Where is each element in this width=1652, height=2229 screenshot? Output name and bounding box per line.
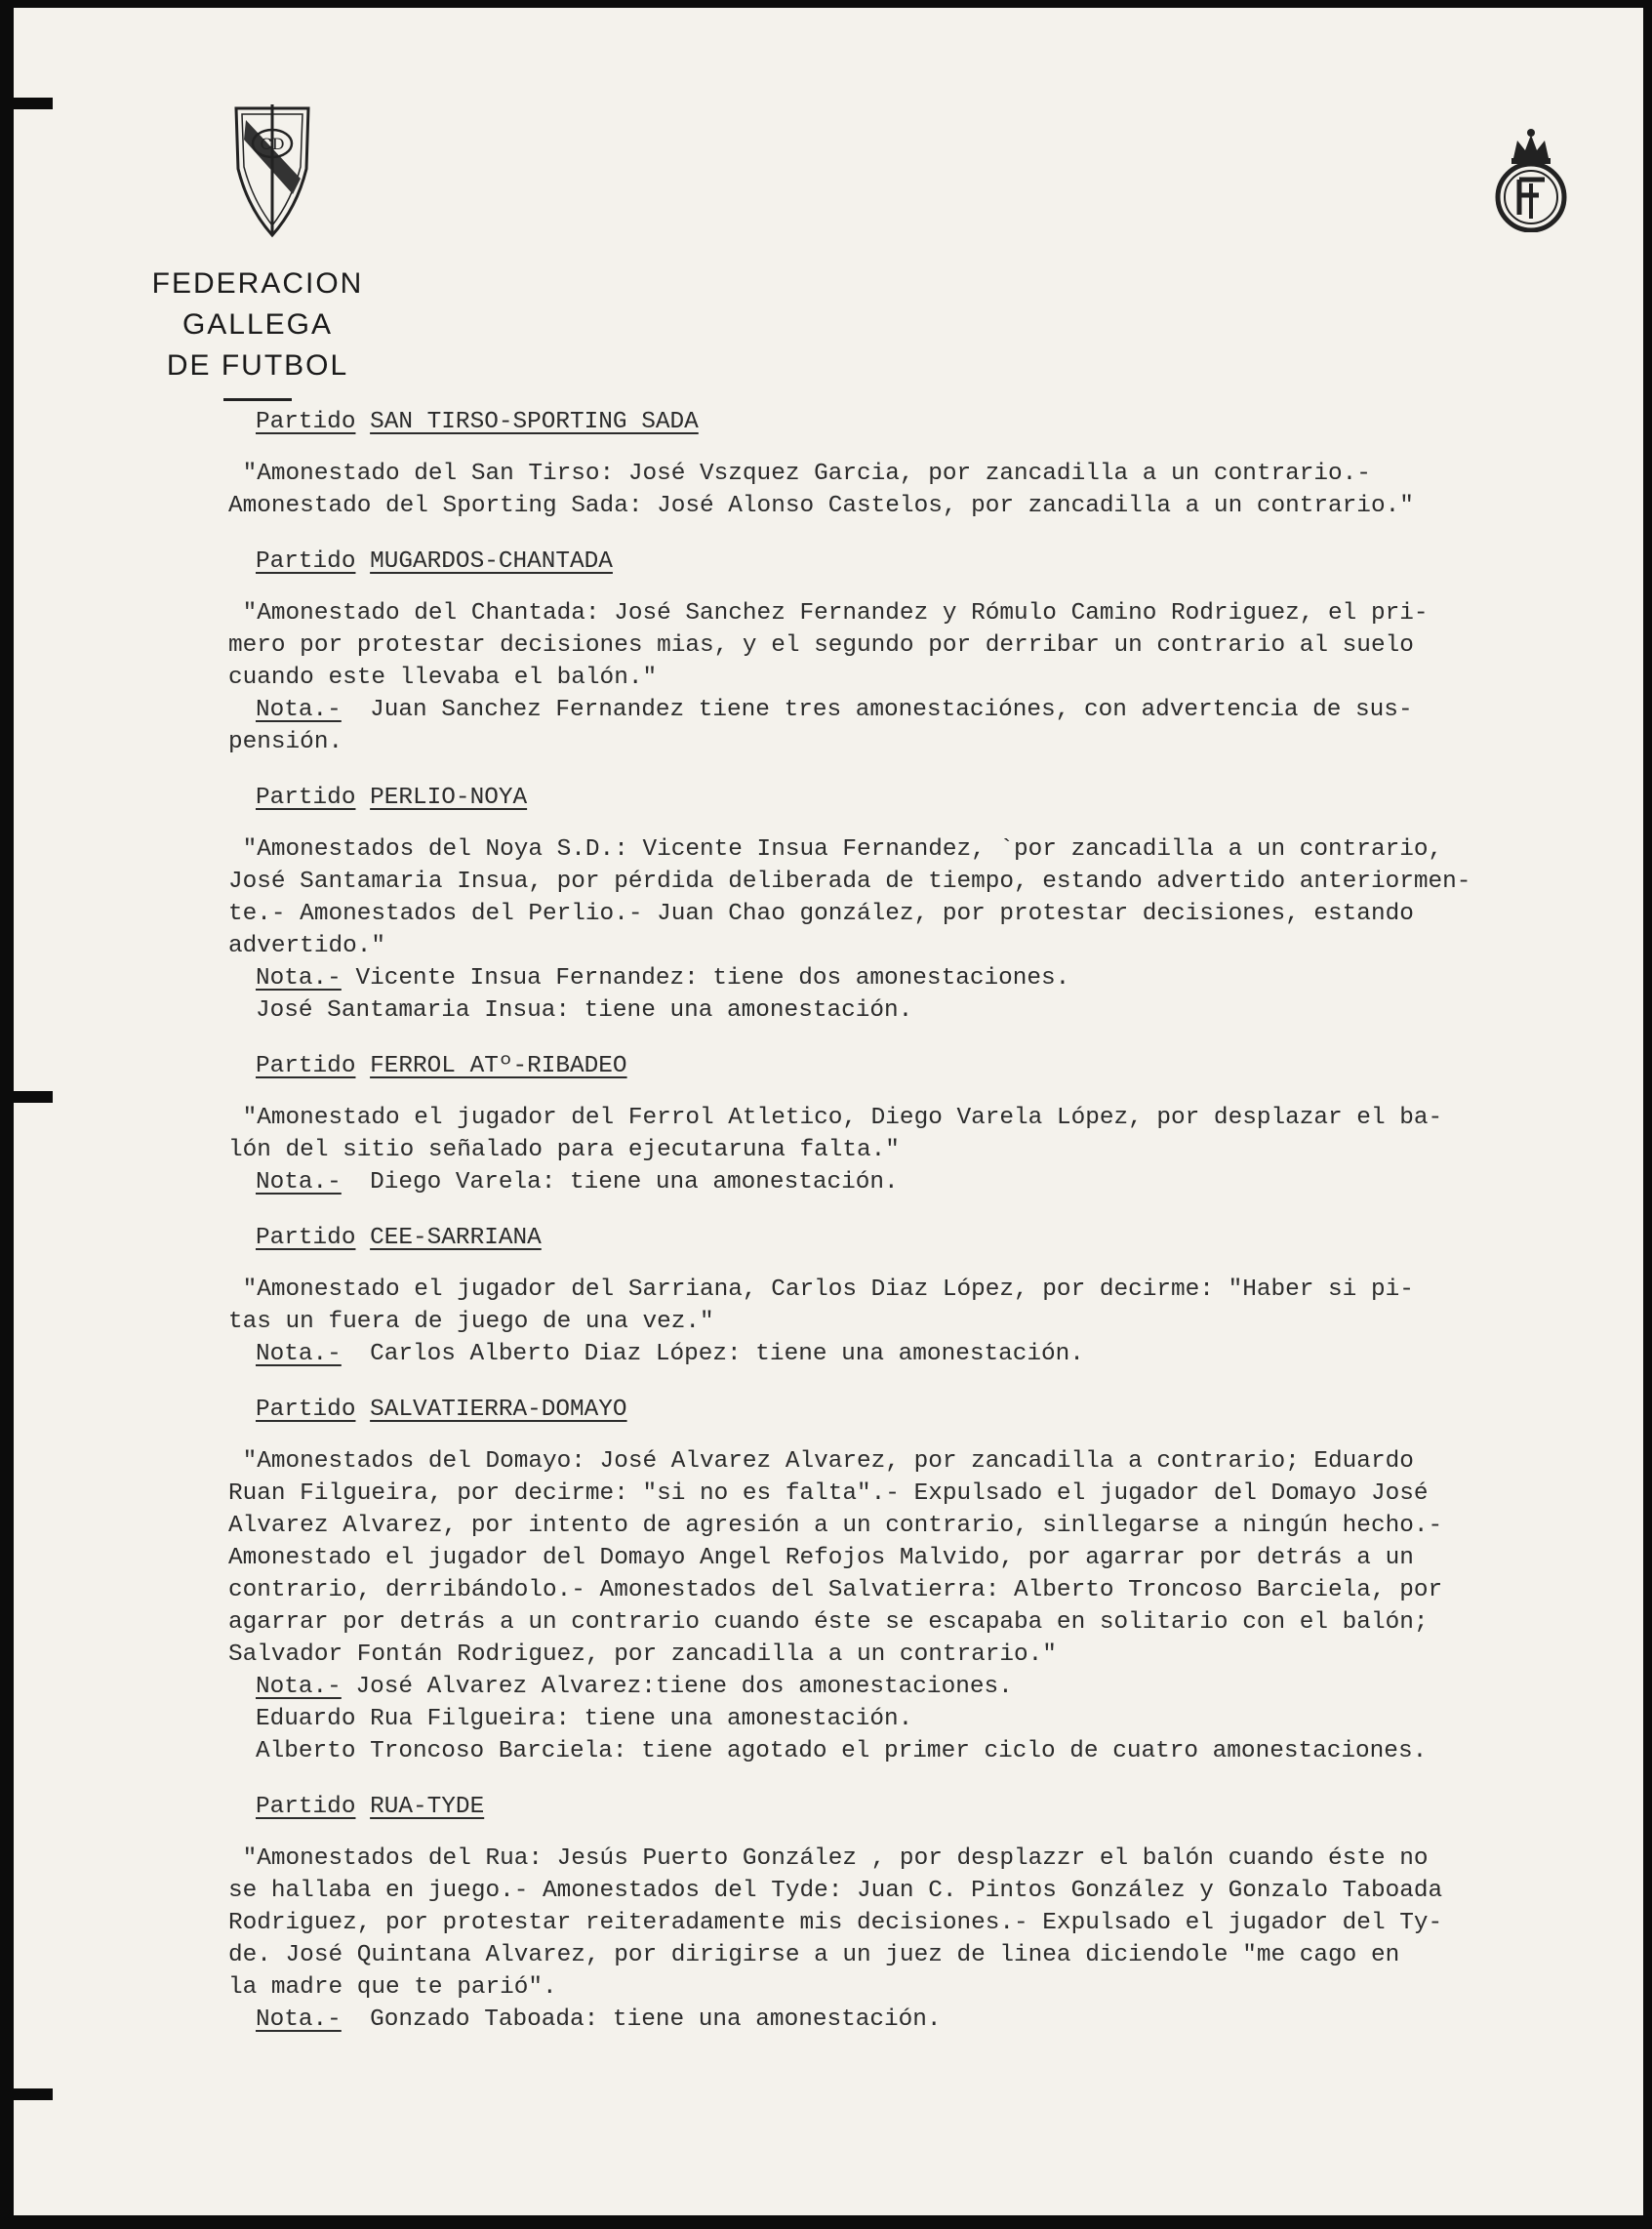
report-text-line: agarrar por detrás a un contrario cuando éste se escapaba en solitario con el balón; [228, 1609, 1429, 1636]
report-text-line: se hallaba en juego.- Amonestados del Tyde: Juan C. Pintos González y Gonzalo Taboada [228, 1878, 1443, 1904]
report-text-line: Amonestado del Sporting Sada: José Alonso Castelos, por zancadilla a un contrario." [228, 493, 1414, 519]
note-label: Nota.- [256, 1169, 342, 1196]
report-text-line: mero por protestar decisiones mias, y el segundo por derribar un contrario al suelo [228, 632, 1414, 659]
note-text: Diego Varela: tiene una amonestación. [341, 1169, 899, 1196]
match-heading-teams: MUGARDOS-CHANTADA [370, 548, 613, 575]
report-text-line: Ruan Filgueira, por decirme: "si no es falta".- Expulsado el jugador del Domayo José [228, 1480, 1429, 1507]
report-text-line: "Amonestado el jugador del Ferrol Atletico, Diego Varela López, por desplazar el ba- [228, 1105, 1443, 1131]
note-text: Juan Sanchez Fernandez tiene tres amonestaciónes, con advertencia de sus- [341, 697, 1413, 723]
report-text-line: José Santamaria Insua, por pérdida deliberada de tiempo, estando advertido anteriormen- [228, 869, 1471, 895]
federation-title-line2: DE FUTBOL [166, 349, 349, 382]
note-text: Vicente Insua Fernandez: tiene dos amonestaciones. [341, 965, 1070, 992]
svg-text:CD: CD [260, 135, 285, 153]
note-line [228, 694, 1633, 726]
note-label: Nota.- [256, 1674, 342, 1700]
match-heading-label: Partido [256, 1225, 356, 1251]
note-label: Nota.- [256, 697, 342, 723]
match-heading [228, 1050, 1633, 1082]
match-heading-teams: FERROL ATº-RIBADEO [370, 1053, 627, 1079]
federation-title [72, 263, 443, 401]
match-heading-label: Partido [256, 1794, 356, 1820]
report-text-line: "Amonestado el jugador del Sarriana, Carlos Diaz López, por decirme: "Haber si pi- [228, 1277, 1414, 1303]
match-heading-label: Partido [256, 1397, 356, 1423]
match-heading-teams: RUA-TYDE [370, 1794, 485, 1820]
note-line [228, 994, 1633, 1027]
report-text-line: de. José Quintana Alvarez, por dirigirse a un juez de linea diciendole "me cago en [228, 1942, 1400, 1968]
match-heading-label: Partido [256, 785, 356, 811]
binder-hole-bottom [14, 2088, 53, 2100]
report-text-line: advertido." [228, 933, 386, 959]
report-text-line: Salvador Fontán Rodriguez, por zancadilla a un contrario." [228, 1641, 1057, 1668]
shield-crest-icon [228, 101, 316, 242]
note-text: Gonzado Taboada: tiene una amonestación. [341, 2006, 942, 2033]
note-line [228, 726, 1633, 758]
note-label: Nota.- [256, 2006, 342, 2033]
match-heading-teams: PERLIO-NOYA [370, 785, 528, 811]
match-heading-label: Partido [256, 1053, 356, 1079]
report-text-line: la madre que te parió". [228, 1974, 557, 2001]
match-heading [228, 546, 1633, 578]
match-heading [228, 1222, 1633, 1254]
note-text: José Alvarez Alvarez:tiene dos amonestaciones. [341, 1674, 1013, 1700]
report-text-line: "Amonestados del Noya S.D.: Vicente Insua Fernandez, `por zancadilla a un contrario, [228, 836, 1443, 863]
note-text: Alberto Troncoso Barciela: tiene agotado el primer ciclo de cuatro amonestaciones. [256, 1738, 1428, 1764]
federation-title-line1: FEDERACION GALLEGA [151, 267, 364, 341]
note-label: Nota.- [256, 965, 342, 992]
match-heading [228, 782, 1633, 814]
binder-hole-top [14, 98, 53, 109]
report-text-line: contrario, derribándolo.- Amonestados del Salvatierra: Alberto Troncoso Barciela, por [228, 1577, 1443, 1603]
title-underline [223, 398, 292, 401]
report-text-line: "Amonestados del Domayo: José Alvarez Alvarez, por zancadilla a contrario; Eduardo [228, 1448, 1414, 1475]
match-heading [228, 1394, 1633, 1426]
note-text: Carlos Alberto Diaz López: tiene una amonestación. [341, 1341, 1084, 1367]
match-heading-teams: CEE-SARRIANA [370, 1225, 542, 1251]
report-text-line: "Amonestado del San Tirso: José Vszquez Garcia, por zancadilla a un contrario.- [228, 461, 1371, 487]
referee-report-body [228, 406, 1633, 2036]
report-text-line: lón del sitio señalado para ejecutaruna falta." [228, 1137, 900, 1163]
match-heading [228, 1791, 1633, 1823]
note-line [228, 1735, 1633, 1767]
report-text-line: tas un fuera de juego de una vez." [228, 1309, 714, 1335]
match-heading-label: Partido [256, 409, 356, 435]
binder-hole-middle [14, 1091, 53, 1103]
match-heading-teams: SALVATIERRA-DOMAYO [370, 1397, 627, 1423]
report-text-line: te.- Amonestados del Perlio.- Juan Chao gonzález, por protestar decisiones, estando [228, 901, 1414, 927]
note-line [228, 962, 1633, 994]
note-line [228, 1166, 1633, 1198]
note-line [228, 2004, 1633, 2036]
note-text: pensión. [228, 729, 343, 755]
match-heading [228, 406, 1633, 438]
note-text: Eduardo Rua Filgueira: tiene una amonestación. [256, 1706, 913, 1732]
report-text-line: Rodriguez, por protestar reiteradamente mis decisiones.- Expulsado el jugador del Ty- [228, 1910, 1443, 1936]
report-text-line: cuando este llevaba el balón." [228, 665, 658, 691]
crowned-rfef-emblem-icon [1492, 125, 1570, 232]
match-heading-label: Partido [256, 548, 356, 575]
report-text-line: "Amonestado del Chantada: José Sanchez Fernandez y Rómulo Camino Rodriguez, el pri- [228, 600, 1429, 627]
note-line [228, 1338, 1633, 1370]
note-line [228, 1671, 1633, 1703]
note-text: José Santamaria Insua: tiene una amonestación. [256, 997, 913, 1024]
note-line [228, 1703, 1633, 1735]
note-label: Nota.- [256, 1341, 342, 1367]
report-text-line: Amonestado el jugador del Domayo Angel Refojos Malvido, por agarrar por detrás a un [228, 1545, 1414, 1571]
report-text-line: Alvarez Alvarez, por intento de agresión a un contrario, sinllegarse a ningún hecho.- [228, 1513, 1443, 1539]
match-heading-teams: SAN TIRSO-SPORTING SADA [370, 409, 699, 435]
document-page [14, 8, 1643, 2215]
report-text-line: "Amonestados del Rua: Jesús Puerto González , por desplazzr el balón cuando éste no [228, 1845, 1429, 1872]
